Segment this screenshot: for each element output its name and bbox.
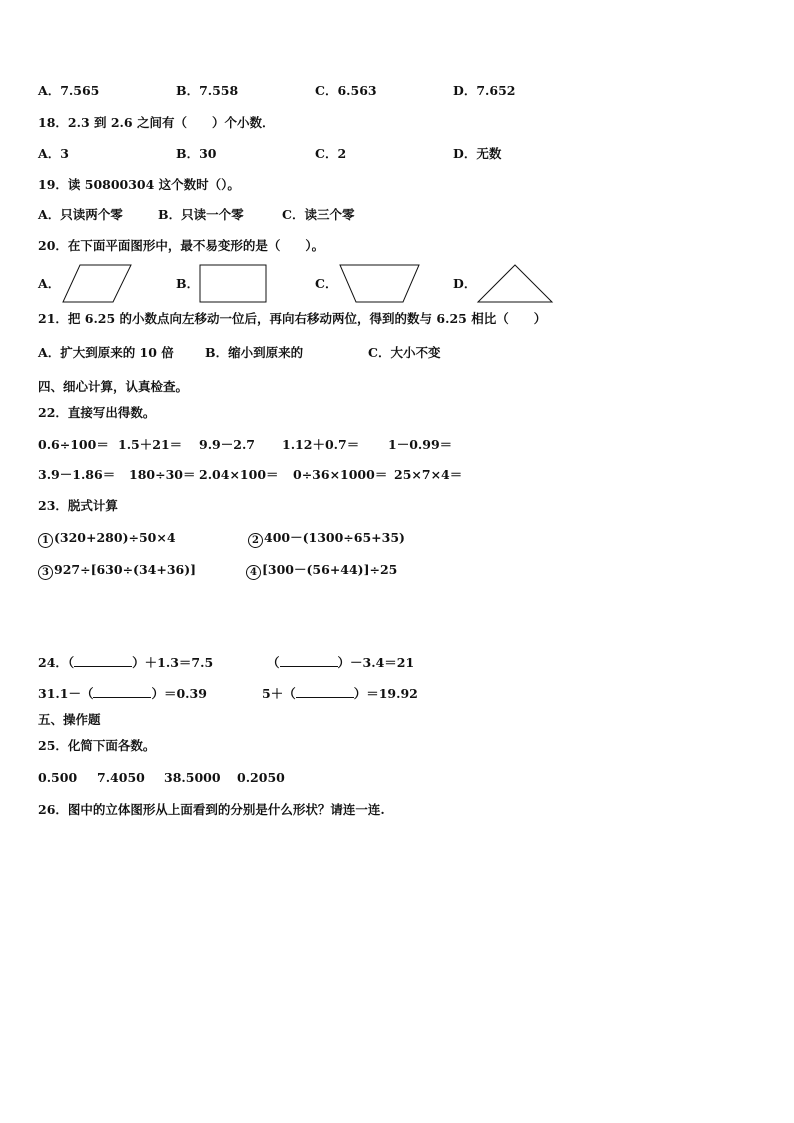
answer-blank[interactable] xyxy=(93,685,151,698)
q19-question: 19．读 50800304 这个数时（）。 xyxy=(38,177,240,192)
q23-item-4 xyxy=(246,562,397,580)
answer-blank[interactable] xyxy=(280,654,338,667)
q24-equation-d xyxy=(262,685,418,702)
circled-number: 1 xyxy=(38,533,53,548)
q17-option-b[interactable]: B．7.558 xyxy=(176,83,239,98)
q22-question: 22．直接写出得数。 xyxy=(38,405,156,420)
triangle-shape xyxy=(477,264,555,304)
q24-prefix: （ xyxy=(267,655,280,670)
q20-label-c[interactable]: C． xyxy=(315,276,338,291)
q26-question: 26．图中的立体图形从上面看到的分别是什么形状？请连一连. xyxy=(38,802,385,817)
q24-equation-c xyxy=(38,685,207,702)
q23-expression: (320+280)÷50×4 xyxy=(54,530,176,545)
q18-question: 18．2.3 到 2.6 之间有（ ）个小数． xyxy=(38,115,275,130)
q24-suffix: ）－3.4＝21 xyxy=(337,655,415,670)
q25-number: 38.5000 xyxy=(164,770,221,785)
section-5-title: 五、操作题 xyxy=(38,712,101,727)
q18-option-a[interactable]: A．3 xyxy=(38,146,69,161)
q22-r1-item: 1.5＋21＝ xyxy=(118,437,183,452)
circled-number: 2 xyxy=(248,533,263,548)
q17-option-d[interactable]: D．7.652 xyxy=(453,83,516,98)
q19-option-a[interactable]: A．只读两个零 xyxy=(38,207,123,222)
q22-r1-item: 9.9－2.7 xyxy=(199,437,255,452)
q22-r1-item: 1.12＋0.7＝ xyxy=(282,437,360,452)
q24-suffix: ）＋1.3＝7.5 xyxy=(132,655,214,670)
q21-option-c[interactable]: C．大小不变 xyxy=(368,345,441,360)
q18-option-b[interactable]: B．30 xyxy=(176,146,217,161)
q23-expression: 927÷[630÷(34+36)] xyxy=(54,562,197,577)
q23-item-1 xyxy=(38,530,176,548)
q22-r1-item: 0.6÷100＝ xyxy=(38,437,109,452)
q18-option-c[interactable]: C．2 xyxy=(315,146,347,161)
q25-number: 0.500 xyxy=(38,770,78,785)
q21-question: 21．把 6.25 的小数点向左移动一位后，再向右移动两位，得到的数与 6.25 相比（ ） xyxy=(38,311,547,326)
q22-r2-item: 2.04×100＝ xyxy=(199,467,279,482)
parallelogram-shape xyxy=(62,264,132,304)
q19-option-c[interactable]: C．读三个零 xyxy=(282,207,355,222)
q24-suffix: ）＝0.39 xyxy=(151,686,207,701)
q25-number: 7.4050 xyxy=(97,770,145,785)
answer-blank[interactable] xyxy=(74,654,132,667)
q22-r2-item: 180÷30＝ xyxy=(129,467,196,482)
q25-question: 25．化简下面各数。 xyxy=(38,738,156,753)
q22-r1-item: 1－0.99＝ xyxy=(388,437,453,452)
q20-label-a[interactable]: A． xyxy=(38,276,61,291)
q24-equation-a xyxy=(38,654,213,671)
q24-prefix: 5＋（ xyxy=(262,686,296,701)
circled-number: 4 xyxy=(246,565,261,580)
section-4-title: 四、细心计算，认真检查。 xyxy=(38,379,189,394)
q21-option-b[interactable]: B．缩小到原来的 xyxy=(205,345,304,360)
q24-prefix: 31.1－（ xyxy=(38,686,94,701)
q21-option-a[interactable]: A．扩大到原来的 10 倍 xyxy=(38,345,174,360)
q20-question: 20．在下面平面图形中，最不易变形的是（ ）。 xyxy=(38,238,325,253)
q20-label-b[interactable]: B． xyxy=(176,276,200,291)
q25-number: 0.2050 xyxy=(237,770,285,785)
q22-r2-item: 0÷36×1000＝ xyxy=(293,467,388,482)
q23-item-2 xyxy=(248,530,405,548)
q20-label-d[interactable]: D． xyxy=(453,276,477,291)
circled-number: 3 xyxy=(38,565,53,580)
answer-blank[interactable] xyxy=(296,685,354,698)
q23-question: 23．脱式计算 xyxy=(38,498,118,513)
q17-option-a[interactable]: A．7.565 xyxy=(38,83,100,98)
q23-item-3 xyxy=(38,562,196,580)
q23-expression: [300－(56+44)]÷25 xyxy=(262,562,398,577)
q23-expression: 400－(1300÷65+35) xyxy=(264,530,405,545)
q18-option-d[interactable]: D．无数 xyxy=(453,146,502,161)
q24-prefix: 24．（ xyxy=(38,655,75,670)
q24-suffix: ）＝19.92 xyxy=(353,686,418,701)
q24-equation-b xyxy=(267,654,414,671)
q19-option-b[interactable]: B．只读一个零 xyxy=(158,207,244,222)
rectangle-shape xyxy=(199,264,269,304)
q22-r2-item: 25×7×4＝ xyxy=(394,467,463,482)
trapezoid-shape xyxy=(339,264,421,304)
q22-r2-item: 3.9－1.86＝ xyxy=(38,467,116,482)
q17-option-c[interactable]: C．6.563 xyxy=(315,83,377,98)
